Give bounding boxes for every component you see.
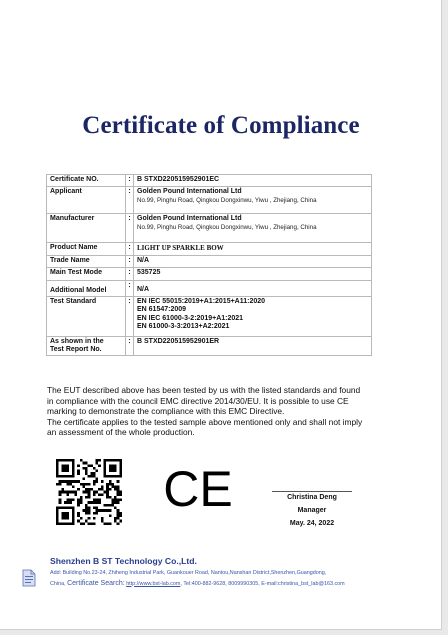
compliance-statement — [47, 385, 399, 438]
table-row — [47, 256, 372, 268]
signer-name: Christina Deng — [287, 494, 337, 501]
contact-line — [50, 579, 430, 590]
colon: : — [126, 336, 134, 355]
value-trade-name: N/A — [134, 256, 372, 268]
colon: : — [126, 256, 134, 268]
value-main-test-mode: 535725 — [134, 268, 372, 281]
table-row — [47, 296, 372, 336]
signature-line — [272, 491, 352, 492]
applicant-address: No.99, Pinghu Road, Qingkou Dongxinwu, Yiwu , Zhejiang, China — [137, 196, 317, 204]
value-test-standard — [134, 296, 372, 336]
value-applicant — [134, 187, 372, 214]
qr-code-icon — [56, 459, 122, 525]
colon: : — [126, 243, 134, 256]
colon: : — [126, 187, 134, 214]
standard-item: EN IEC 55015:2019+A1:2015+A11:2020 — [137, 297, 266, 305]
certificate-search-label: Certificate Search: — [67, 579, 125, 587]
website-link[interactable]: http://www.bst-lab.com — [126, 580, 181, 587]
contact-details: , Tel:400-882-9628, 8009990305, E-mail:christina_bst_lab@163.com — [180, 580, 345, 587]
statement-line: in compliance with the council EMC directive 2014/30/EU. It is possible to use CE — [47, 395, 349, 406]
address-line: Add: Building No.23-24, Zhiheng Industrial Park, Guankouer Road, Nantou,Nanshan District,Shenzhen,Guangdong, — [50, 570, 327, 576]
applicant-name: Golden Pound International Ltd — [137, 188, 242, 195]
statement-line: The certificate applies to the tested sample above mentioned only and shall not imply — [47, 416, 363, 427]
label-test-report-line1: As shown in the — [50, 337, 104, 345]
certificate-info-table — [46, 174, 372, 356]
value-additional-model: N/A — [134, 281, 372, 297]
colon: : — [126, 175, 134, 187]
colon: : — [126, 268, 134, 281]
manufacturer-address: No.99, Pinghu Road, Qingkou Dongxinwu, Yiwu , Zhejiang, China — [137, 223, 317, 231]
ce-mark-icon — [158, 462, 238, 514]
table-row — [47, 187, 372, 214]
table-row — [47, 243, 372, 256]
value-product-name: LIGHT UP SPARKLE BOW — [134, 243, 372, 256]
ce-mark-text: CE — [163, 462, 233, 514]
standard-item: EN 61000-3-3:2013+A2:2021 — [137, 323, 230, 331]
label-trade-name: Trade Name — [47, 256, 126, 268]
manufacturer-name: Golden Pound International Ltd — [137, 215, 242, 222]
value-test-report: B STXD220515952901ER — [134, 336, 372, 355]
signature-date: May. 24, 2022 — [289, 520, 335, 527]
label-product-name: Product Name — [47, 243, 126, 256]
label-applicant: Applicant — [47, 187, 126, 214]
colon: : — [126, 281, 134, 297]
table-row — [47, 214, 372, 243]
company-address — [50, 568, 430, 589]
label-test-report — [47, 336, 126, 355]
label-additional-model: Additional Model — [47, 281, 126, 297]
statement-line: marking to demonstrate the compliance with this EMC Directive. — [47, 406, 285, 417]
standard-item: EN 61547:2009 — [137, 306, 187, 314]
statement-line: an assessment of the whole production. — [47, 427, 195, 438]
table-row — [47, 268, 372, 281]
label-certificate-no: Certificate NO. — [47, 175, 126, 187]
statement-line: The EUT described above has been tested by us with the listed standards and found — [47, 385, 361, 395]
table-row — [47, 175, 372, 187]
company-name: Shenzhen B ST Technology Co.,Ltd. — [50, 556, 197, 566]
table-row — [47, 281, 372, 297]
value-certificate-no: B STXD220515952901EC — [134, 175, 372, 187]
address-china: China, — [50, 580, 66, 587]
standard-item: EN IEC 61000-3-2:2019+A1:2021 — [137, 314, 244, 322]
label-main-test-mode: Main Test Mode — [47, 268, 126, 281]
label-test-report-line2: Test Report No. — [50, 346, 102, 354]
table-row — [47, 336, 372, 355]
document-icon — [22, 569, 36, 587]
label-test-standard: Test Standard — [47, 296, 126, 336]
value-manufacturer — [134, 214, 372, 243]
signer-role: Manager — [297, 507, 327, 514]
page-title: Certificate of Compliance — [82, 112, 360, 139]
colon: : — [126, 214, 134, 243]
label-manufacturer: Manufacturer — [47, 214, 126, 243]
colon: : — [126, 296, 134, 336]
